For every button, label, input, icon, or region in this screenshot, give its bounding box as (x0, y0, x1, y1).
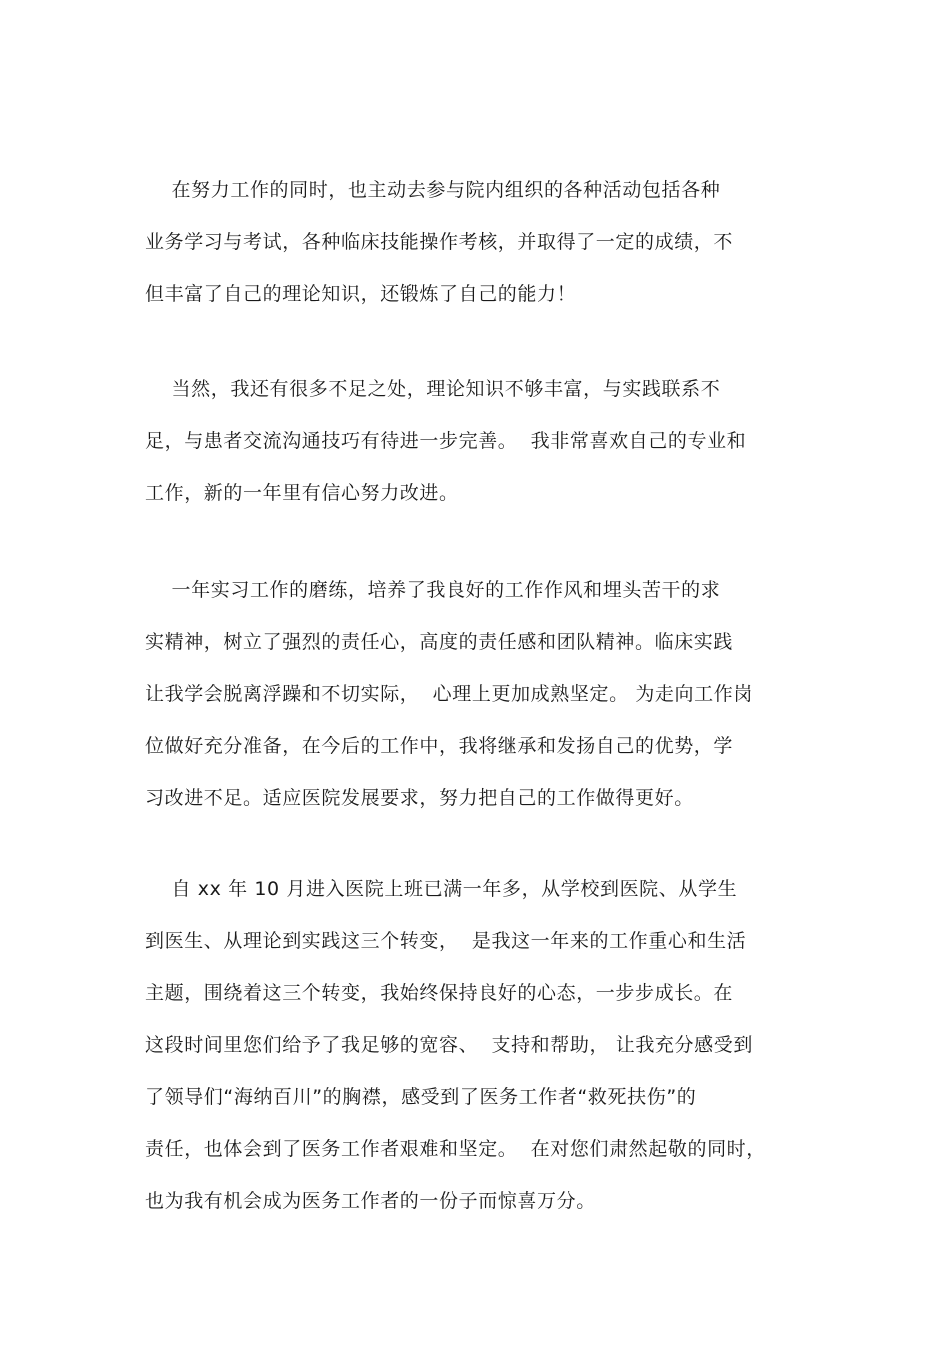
paragraph-line: 也为我有机会成为医务工作者的一份子而惊喜万分。 (145, 1190, 596, 1212)
paragraph-line: 责任，也体会到了医务工作者艰难和坚定。 在对您们肃然起敬的同时， (145, 1138, 766, 1160)
paragraph-line: 在努力工作的同时，也主动去参与院内组织的各种活动包括各种 (145, 179, 721, 201)
paragraph-line: 自 xx 年 10 月进入医院上班已满一年多，从学校到医院、从学生 (145, 878, 738, 900)
paragraph-line: 当然，我还有很多不足之处，理论知识不够丰富，与实践联系不 (145, 378, 721, 400)
paragraph-line: 了领导们“海纳百川”的胸襟，感受到了医务工作者“救死扶伤”的 (145, 1086, 697, 1108)
paragraph-line: 位做好充分准备，在今后的工作中，我将继承和发扬自己的优势，学 (145, 735, 734, 757)
paragraph-line: 让我学会脱离浮躁和不切实际， 心理上更加成熟坚定。 为走向工作岗 (145, 683, 753, 705)
paragraph-line: 习改进不足。适应医院发展要求，努力把自己的工作做得更好。 (145, 787, 694, 809)
paragraph-line: 足，与患者交流沟通技巧有待进一步完善。 我非常喜欢自己的专业和 (145, 430, 747, 452)
paragraph-line: 一年实习工作的磨练，培养了我良好的工作作风和埋头苦干的求 (145, 579, 721, 601)
paragraph-line: 业务学习与考试，各种临床技能操作考核，并取得了一定的成绩，不 (145, 231, 734, 253)
paragraph-line: 主题，围绕着这三个转变，我始终保持良好的心态，一步步成长。在 (145, 982, 734, 1004)
paragraph-line: 到医生、从理论到实践这三个转变， 是我这一年来的工作重心和生活 (145, 930, 747, 952)
paragraph-line: 实精神，树立了强烈的责任心，高度的责任感和团队精神。临床实践 (145, 631, 734, 653)
paragraph-line: 工作，新的一年里有信心努力改进。 (145, 482, 459, 504)
paragraph-line: 这段时间里您们给予了我足够的宽容、 支持和帮助， 让我充分感受到 (145, 1034, 753, 1056)
paragraph-line: 但丰富了自己的理论知识，还锻炼了自己的能力！ (145, 283, 577, 305)
